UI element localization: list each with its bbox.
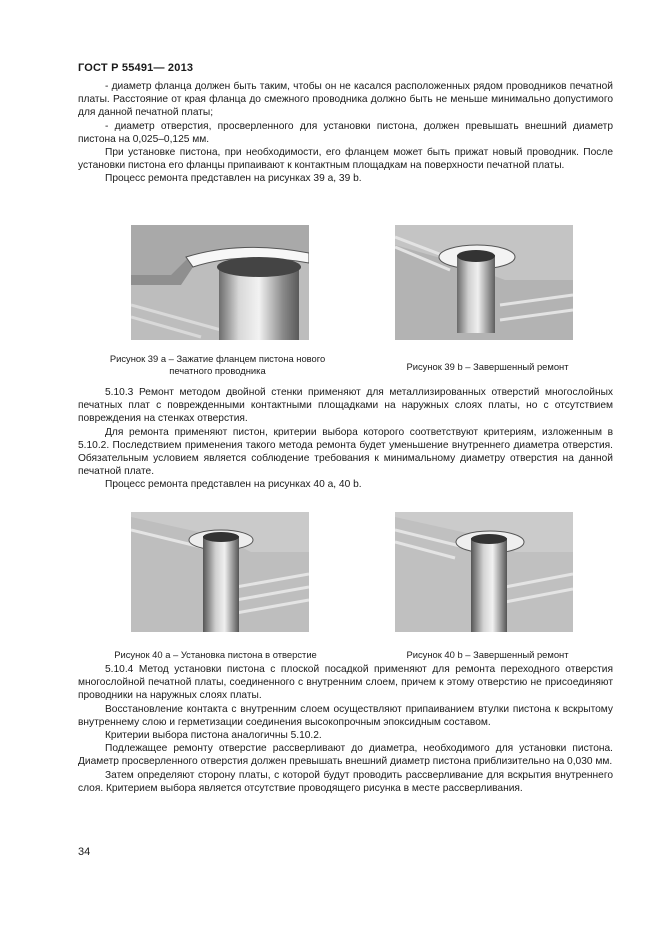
text-block-flange — [78, 80, 613, 186]
paragraph: При установке пистона, при необходимости, его фланцем может быть прижат новый проводник. После установки пистона его фланцы припаивают к контактным площадкам на поверхности печатной платы. — [78, 147, 613, 172]
page-number: 34 — [78, 846, 91, 858]
document-header: ГОСТ Р 55491— 2013 — [78, 62, 194, 74]
figure-39b-caption: Рисунок 39 b – Завершенный ремонт — [406, 361, 569, 372]
figure-39b-image — [395, 225, 573, 340]
figure-40a-caption: Рисунок 40 а – Установка пистона в отверстие — [114, 649, 317, 660]
paragraph: Затем определяют сторону платы, с которой будут проводить рассверливание для вскрытия внутреннего слоя. Критерием выбора является отсутствие проводящего рисунка в месте рассверливания. — [78, 769, 613, 794]
figure-40b-image — [395, 512, 573, 632]
paragraph: Для ремонта применяют пистон, критерии выбора которого соответствуют критериям, изложенным в 5.10.2. Последствием применения такого метода ремонта будет уменьшение внутреннего диаметра отверстия. Обязательным условием является соблюдение требования к минимальному диаметру отверстия на данной печатной плате. — [78, 426, 613, 478]
figure-40b-caption: Рисунок 40 b – Завершенный ремонт — [406, 649, 569, 660]
paragraph: Процесс ремонта представлен на рисунках 39 а, 39 b. — [105, 173, 362, 185]
figure-39a-image — [131, 225, 309, 340]
figure-39a-caption: Рисунок 39 а – Зажатие фланцем пистона нового печатного проводника — [109, 353, 326, 376]
text-block-double-wall — [78, 386, 613, 492]
paragraph: - диаметр фланца должен быть таким, чтобы он не касался расположенных рядом проводников печатной платы. Расстояние от края фланца до смежного проводника должно быть не меньше минимально допустимого для данной печатной платы; — [78, 81, 613, 119]
paragraph: Восстановление контакта с внутренним слоем осуществляют припаиванием втулки пистона к вскрытому внутреннему слою и герметизации соединения высокопрочным эпоксидным составом. — [78, 703, 613, 728]
figure-40a-image — [131, 512, 309, 632]
paragraph: Процесс ремонта представлен на рисунках 40 а, 40 b. — [105, 479, 362, 491]
paragraph: - диаметр отверстия, просверленного для установки пистона, должен превышать внешний диаметр пистона на 0,025–0,125 мм. — [78, 120, 613, 145]
paragraph: 5.10.4 Метод установки пистона с плоской посадкой применяют для ремонта переходного отверстия многослойной печатной платы, соединенного с внутренним слоем, причем к этому отверстию не присоединяют проводники на наружных слоях платы. — [78, 664, 613, 702]
text-block-flat-seat — [78, 663, 613, 795]
paragraph: Критерии выбора пистона аналогичны 5.10.2. — [105, 730, 322, 742]
paragraph: 5.10.3 Ремонт методом двойной стенки применяют для металлизированных отверстий многослойных печатных плат с поврежденными контактными площадками на наружных слоях платы, но с отсутствием повреждения на стенках отверстия. — [78, 387, 613, 425]
paragraph: Подлежащее ремонту отверстие рассверливают до диаметра, необходимого для установки пистона. Диаметр просверленного отверстия должен превышать внешний диаметр пистона приблизительно на 0,030 мм. — [78, 743, 613, 768]
